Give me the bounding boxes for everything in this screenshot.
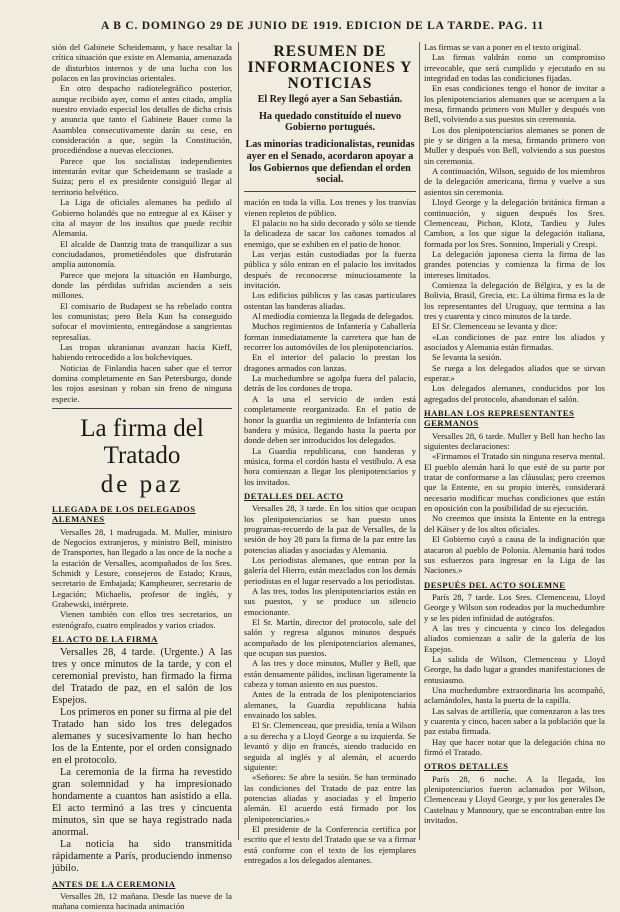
paragraph: A continuación, Wilson, seguido de los miembros de la delegación americana, firma y vuelve a sus asientos sin ceremonia. bbox=[424, 166, 605, 197]
paragraph: Se levanta la sesión. bbox=[432, 352, 502, 363]
paragraph: Versalles 28, 3 tarde. En los sitios que ocupan los plenipotenciarios se han puesto unos programas-recuerdo de la paz de Versalles, de la sesión de hoy 28 para la firma de la paz entre las potencias aliadas y asociadas y Alemania. bbox=[244, 503, 416, 555]
paragraph: Las tropas ukranianas avanzan hacia Kieff, habiendo retrocedido a los bolcheviques. bbox=[52, 341, 232, 363]
paragraph: La Guardia republicana, con banderas y música, forma el cordón hasta el vestíbulo. A esa hora comienzan a llegar los plenipotenciarios y los invitados. bbox=[244, 445, 416, 487]
paragraph: Parece que mejora la situación en Hamburgo, donde las pérdidas sufridas ascienden a seis millones. bbox=[52, 269, 232, 301]
paragraph: La salida de Wilson, Clemenceau y Lloyd George, ha dado lugar a grandes manifestaciones de entusiasmo. bbox=[424, 653, 605, 685]
paragraph: Versalles 28, 4 tarde. (Urgente.) A las tres y once minutos de la tarde, y con el ceremonial previsto, han firmado la firma del Tratado de paz, en el salón de los Espejos. bbox=[52, 646, 232, 706]
paragraph: El alcalde de Dantzig trata de tranquilizar a sus conciudadanos, prometiéndoles que disfrutarán amplia autonomía. bbox=[52, 238, 232, 270]
paragraph: Los periodistas alemanes, que entran por la galería del Hierro, están mezclados con los demás periodistas en el lugar reservado a los periodistas. bbox=[244, 554, 416, 586]
paragraph: La muchedumbre se agolpa fuera del palacio, detrás de los cordones de tropa. bbox=[244, 373, 416, 394]
summary-item: El Rey llegó ayer a San Sebastián. bbox=[257, 94, 403, 105]
paragraph: Las salvas de artillería, que comenzaron a las tres y cuarenta y cinco, hacen saber a la población que la paz estaba firmada. bbox=[424, 705, 605, 737]
paragraph: A las tres y doce minutos, Muller y Bell, que están densamente pálidos, inclinan ligeramente la cabeza y toman asiento en sus puestos. bbox=[244, 658, 416, 690]
paragraph: mación en toda la villa. Los trenes y los tranvías vienen repletos de público. bbox=[244, 197, 416, 218]
paragraph: París 28, 6 noche. A la llegada, los plenipotenciarios fueron aclamados por Wilson, Clemenceau y Lloyd George, y por los generales De Castelnau y Mannoury, que se encontraban entre los invitados. bbox=[424, 773, 605, 826]
paragraph: Los primeros en poner su firma al pie del Tratado han sido los tres delegados alemanes y sucesivamente lo han hecho los de la Entente, por el orden consignado en el protocolo. bbox=[52, 706, 232, 766]
paragraph: Muchos regimientos de Infantería y Caballería forman inmediatamente la carretera que han de recorrer los automóviles de los plenipotenciarios. bbox=[244, 321, 416, 353]
column-1 bbox=[52, 42, 232, 912]
paragraph: Las firmas se van a poner en el texto original. bbox=[424, 42, 582, 52]
summary-item: Las minorías tradicionalistas, reunidas ayer en el Senado, acordaron apoyar a los Gobiernos que defiendan el orden social. bbox=[245, 139, 415, 186]
divider bbox=[52, 408, 232, 409]
paragraph: A la una el servicio de orden está completamente reorganizado. En el patio de honor la guardia un regimiento de Infantería con bandera y música, llegando hasta la puerta por donde deben ser introducidos los delegados. bbox=[244, 393, 416, 446]
paragraph: El Sr. Martín, director del protocolo, sale del salón y regresa algunos minutos después acompañado de los plenipotenciarios alemanes, que ocupan sus puestos. bbox=[244, 617, 416, 659]
paragraph: «Firmamos el Tratado sin ninguna reserva mental. El pueblo alemán hará lo que esté de su parte por tratar de conformarse a las cláusulas; pero creemos que la Entente, en su propio interés, considerará necesario modificar muchas condiciones que están en oposición con la posibilidad de su ejecución. bbox=[424, 451, 605, 514]
paragraph: Comienza la delegación de Bélgica, y es la de Bolivia, Brasil, Grecia, etc. La última firma es la de los representantes del Uruguay, que termina a las tres y cuarenta y cinco minutos de la tarde. bbox=[424, 279, 605, 321]
paragraph: Las firmas valdrán como un compromiso irrevocable, que será cumplido y ejecutado en su integridad en todas las condiciones fijadas. bbox=[424, 52, 605, 84]
paragraph: La ceremonia de la firma ha revestido gran solemnidad y ha impresionado hondamente a cuantos han asistido a ella. El acto terminó a las tres y cincuenta minutos, sin que se haya registrado nada anormal. bbox=[52, 766, 232, 838]
section-heading: EL ACTO DE LA FIRMA bbox=[52, 634, 158, 645]
paragraph: En el interior del palacio lo prestan los dragones armados con lanzas. bbox=[244, 352, 416, 373]
paragraph: Las verjas están custodiadas por la fuerza pública y sólo entran en el palacio los invitados después de reconocerse minuciosamente la invitación. bbox=[244, 249, 416, 291]
paragraph: El Gobierno cayó a causa de la indignación que atacaron al pueblo de Polonia. Alemania hará todos sus esfuerzos para ingresar en la Liga de las Naciones.» bbox=[424, 534, 605, 576]
paragraph: «Las condiciones de paz entre los aliados y asociados y Alemania están firmadas. bbox=[424, 331, 605, 352]
paragraph: Parece que los socialistas independientes intentarán evitar que Scheidemann se traslade a Suiza; pero el ex presidente consiguió llegar al territorio helvético. bbox=[52, 155, 232, 197]
paragraph: Antes de la entrada de los plenipotenciarios alemanes, la Guardia republicana había envainado los sables. bbox=[244, 689, 416, 721]
section-heading: HABLAN LOS REPRESENTANTES GERMANOS bbox=[424, 408, 575, 429]
paragraph: Lloyd George y la delegación británica firman a continuación, y siguen después los Sres. Clemenceau, Pichon, Klotz, Tardieu y Jules Cambon, a los que sigue la delegación italiana, formada por los Sres. Sonnino, Imperiali y Crespi. bbox=[424, 197, 605, 249]
paragraph: El presidente de la Conferencia certifica por escrito que el texto del Tratado que se va a firmar está conforme con el texto de los ejemplares entregados a los delegados alemanes. bbox=[244, 823, 416, 865]
column-rule bbox=[238, 42, 239, 840]
summary-title: RESUMEN DE INFORMACIONES Y NOTICIAS bbox=[247, 43, 413, 92]
paragraph: La noticia ha sido transmitida rápidamente a París, produciendo inmenso júbilo. bbox=[52, 838, 232, 874]
headline: La firma del Tratado bbox=[80, 415, 204, 470]
paragraph: Se ruega a los delegados aliados que se sirvan esperar.» bbox=[424, 362, 605, 383]
paragraph: Los edificios públicos y las casas particulares ostentan las banderas aliadas. bbox=[244, 290, 416, 311]
headline: de paz bbox=[100, 471, 184, 499]
summary-item: Ha quedado constituído el nuevo Gobierno portugués. bbox=[258, 110, 402, 134]
paragraph: París 28, 7 tarde. Los Sres. Clemenceau, Lloyd George y Wilson son rodeados por la muchedumbre y se les piden infinidad de autógrafos. bbox=[424, 591, 605, 623]
paragraph: El comisario de Budapest se ha rebelado contra los comunistas; pero Bela Kun ha conseguido sofocar el movimiento, entregándose a sangrientas represalias. bbox=[52, 300, 232, 342]
paragraph: A las tres, todos los plenipotenciarios están en sus puestos, y se produce un silencio emocionante. bbox=[244, 586, 416, 617]
paragraph: La Liga de oficiales alemanes ha pedido al Gobierno holandés que no entregue al ex Káiser y cita al mayor de los insultos que puede recibir Alemania. bbox=[52, 197, 232, 239]
paragraph: Los delegados alemanes, conducidos por los agregados del protocolo, abandonan el salón. bbox=[424, 383, 605, 404]
paragraph: Al mediodía comienza la llegada de delegados. bbox=[252, 311, 415, 322]
paragraph: El Sr. Clemenceau, que presidía, tenía a Wilson a su derecha y a Lloyd George a su izquierda. Se levantó y dijo en francés, siendo traducido en seguida al inglés y al alemán, el acuerdo siguiente: bbox=[244, 720, 416, 772]
section-heading: DETALLES DEL ACTO bbox=[244, 490, 344, 501]
page-header: A B C. DOMINGO 29 DE JUNIO DE 1919. EDICION DE LA TARDE. PAG. 11 bbox=[101, 20, 544, 32]
paragraph: A las tres y cincuenta y cinco los delegados aliados comienzan a salir de la galería de los Espejos. bbox=[424, 622, 605, 654]
section-heading: LLEGADA DE LOS DELEGADOS ALEMANES bbox=[52, 504, 196, 525]
column-3 bbox=[424, 42, 605, 842]
paragraph: El palacio no ha sido decorado y sólo se tiende la delicadeza de sacar los cañones tomados al enemigo, que se exhiben en el patio de honor. bbox=[244, 217, 416, 249]
paragraph: Los dos plenipotenciarios alemanes se ponen de pie y se dirigen a la mesa, firmando primero von Muller y después von Bell, volviendo a sus puestos sin ceremonia. bbox=[424, 124, 605, 166]
paragraph: No creemos que insista la Entente en la entrega del Káiser y de los altos oficiales. bbox=[424, 513, 605, 534]
paragraph: Versalles 28, 6 tarde. Muller y Bell han hecho las siguientes declaraciones: bbox=[424, 430, 605, 452]
paragraph: Una muchedumbre extraordinaria los acompañó, aclamándoles, hasta la puerta de la capilla. bbox=[424, 684, 605, 706]
paragraph: sión del Gabinete Scheidemann, y hace resaltar la crítica situación que existe en Alemania, amenazada de disturbios internos y de una lucha con los polacos en las provincias orientales. bbox=[52, 42, 232, 84]
section-heading: DESPUÉS DEL ACTO SOLEMNE bbox=[424, 579, 566, 590]
section-heading: ANTES DE LA CEREMONIA bbox=[52, 878, 176, 889]
column-rule bbox=[419, 42, 420, 840]
paragraph: Versalles 28, 1 madrugada. M. Muller, ministro de Negocios extranjeros, y ministro Bell, ministro de Transportes, han llegado a las once de la noche a la estación de Versalles, acompañados de los Sres. Schmidt y Lesure, consejeros de Estado; Kraus, secretario de Embajada; Kampheurer, secretario de Legación; Michaelis, profesor de inglés, y Grabewski, intérprete. bbox=[52, 526, 232, 610]
paragraph: Versalles 28, 12 mañana. Desde las nueve de la mañana comienza hacinada animación bbox=[52, 890, 232, 912]
paragraph: «Señores: Se abre la sesión. Se han terminado las condiciones del Tratado de paz entre las potencias aliadas y asociadas y el Imperio alemán. El acuerdo está firmado por los plenipotenciarios.» bbox=[244, 772, 416, 824]
section-heading: OTROS DETALLES bbox=[424, 761, 509, 772]
paragraph: En esas condiciones tengo el honor de invitar a los plenipotenciarios alemanes que se acerquen a la mesa, firmando primero von Muller y después von Bell, volviendo a sus puestos sin ceremonia. bbox=[424, 83, 605, 125]
paragraph: Noticias de Finlandia hacen saber que el terror domina completamente en San Petersburgo, donde los rojos asesinan y roban sin freno de ninguna especie. bbox=[52, 362, 232, 404]
paragraph: El Sr. Clemenceau se levanta y dice: bbox=[432, 321, 558, 332]
column-2 bbox=[244, 42, 416, 865]
paragraph: Hay que hacer notar que la delegación china no firmó el Tratado. bbox=[424, 736, 605, 758]
paragraph: La delegación japonesa cierra la firma de las grandes potencias y comienza la firma de los intereses limitados. bbox=[424, 248, 605, 280]
paragraph: Vienen también con ellos tres secretarios, un estenógrafo, cuatro empleados y varios criados. bbox=[52, 609, 232, 630]
paragraph: En otro despacho radiotelegráfico posterior, aunque recibido ayer, como el antes citado, amplía nuestro enviado especial los detalles de dicha crisis y anuncia que tanto el Gabinete Bauer como la Asamblea consecutivamente darán su cese, en consideración a que, según la Constitución, procediéndose a nuevas elecciones. bbox=[52, 83, 232, 156]
divider bbox=[244, 191, 416, 192]
